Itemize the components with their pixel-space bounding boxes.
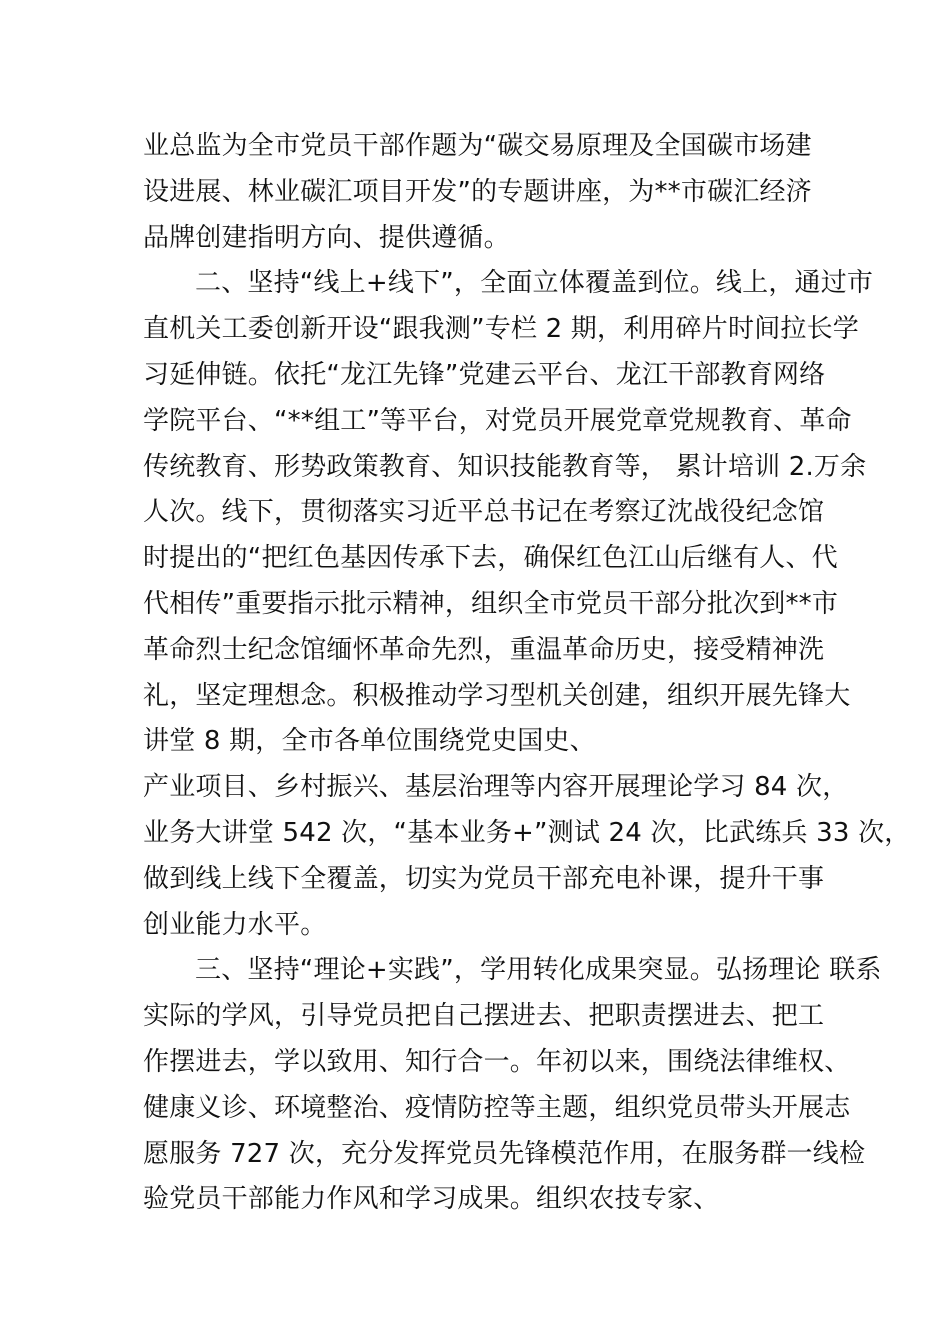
- text-line: 革命烈士纪念馆缅怀革命先烈，重温革命历史，接受精神洗: [143, 634, 825, 665]
- text-line: 产业项目、乡村振兴、基层治理等内容开展理论学习 84 次，: [143, 772, 849, 803]
- paragraph-heading-3: 三、坚持“理论+实践”，学用转化成果突显。弘扬理论 联系: [195, 955, 882, 986]
- text-line: 实际的学风，引导党员把自己摆进去、把职责摆进去、把工: [143, 1001, 825, 1032]
- text-line: 愿服务 727 次，充分发挥党员先锋模范作用，在服务群一线检: [143, 1138, 866, 1169]
- text-line: 健康义诊、环境整治、疫情防控等主题，组织党员带头开展志: [143, 1092, 851, 1123]
- text-line: 业总监为全市党员干部作题为“碳交易原理及全国碳市场建: [143, 131, 812, 161]
- text-line: 设进展、林业碳汇项目开发”的专题讲座，为**市碳汇经济: [143, 176, 812, 207]
- text-line: 做到线上线下全覆盖，切实为党员干部充电补课，提升干事: [143, 863, 825, 894]
- paragraph-heading-2: 二、坚持“线上+线下”，全面立体覆盖到位。线上，通过市: [195, 268, 874, 299]
- text-line: 创业能力水平。: [143, 909, 327, 940]
- text-line: 业务大讲堂 542 次，“基本业务+”测试 24 次，比武练兵 33 次，: [143, 817, 911, 848]
- text-line: 人次。线下，贯彻落实习近平总书记在考察辽沈战役纪念馆: [143, 497, 825, 528]
- text-line: 讲堂 8 期，全市各单位围绕党史国史、: [143, 726, 596, 757]
- text-line: 直机关工委创新开设“跟我测”专栏 2 期，利用碎片时间拉长学: [143, 314, 860, 345]
- text-line: 传统教育、形势政策教育、知识技能教育等， 累计培训 2.万余: [143, 451, 867, 482]
- text-line: 品牌创建指明方向、提供遵循。: [143, 222, 510, 253]
- text-line: 作摆进去，学以致用、知行合一。年初以来，围绕法律维权、: [143, 1046, 851, 1077]
- text-line: 代相传”重要指示批示精神，组织全市党员干部分批次到**市: [143, 588, 839, 619]
- body-text: [143, 124, 911, 1223]
- text-line: 时提出的“把红色基因传承下去，确保红色江山后继有人、代: [143, 543, 838, 574]
- text-line: 验党员干部能力作风和学习成果。组织农技专家、: [143, 1184, 720, 1215]
- text-line: 习延伸链。依托“龙江先锋”党建云平台、龙江干部教育网络: [143, 359, 826, 390]
- text-line: 学院平台、“**组工”等平台，对党员开展党章党规教育、革命: [143, 405, 852, 436]
- text-line: 礼，坚定理想念。积极推动学习型机关创建，组织开展先锋大: [143, 680, 851, 711]
